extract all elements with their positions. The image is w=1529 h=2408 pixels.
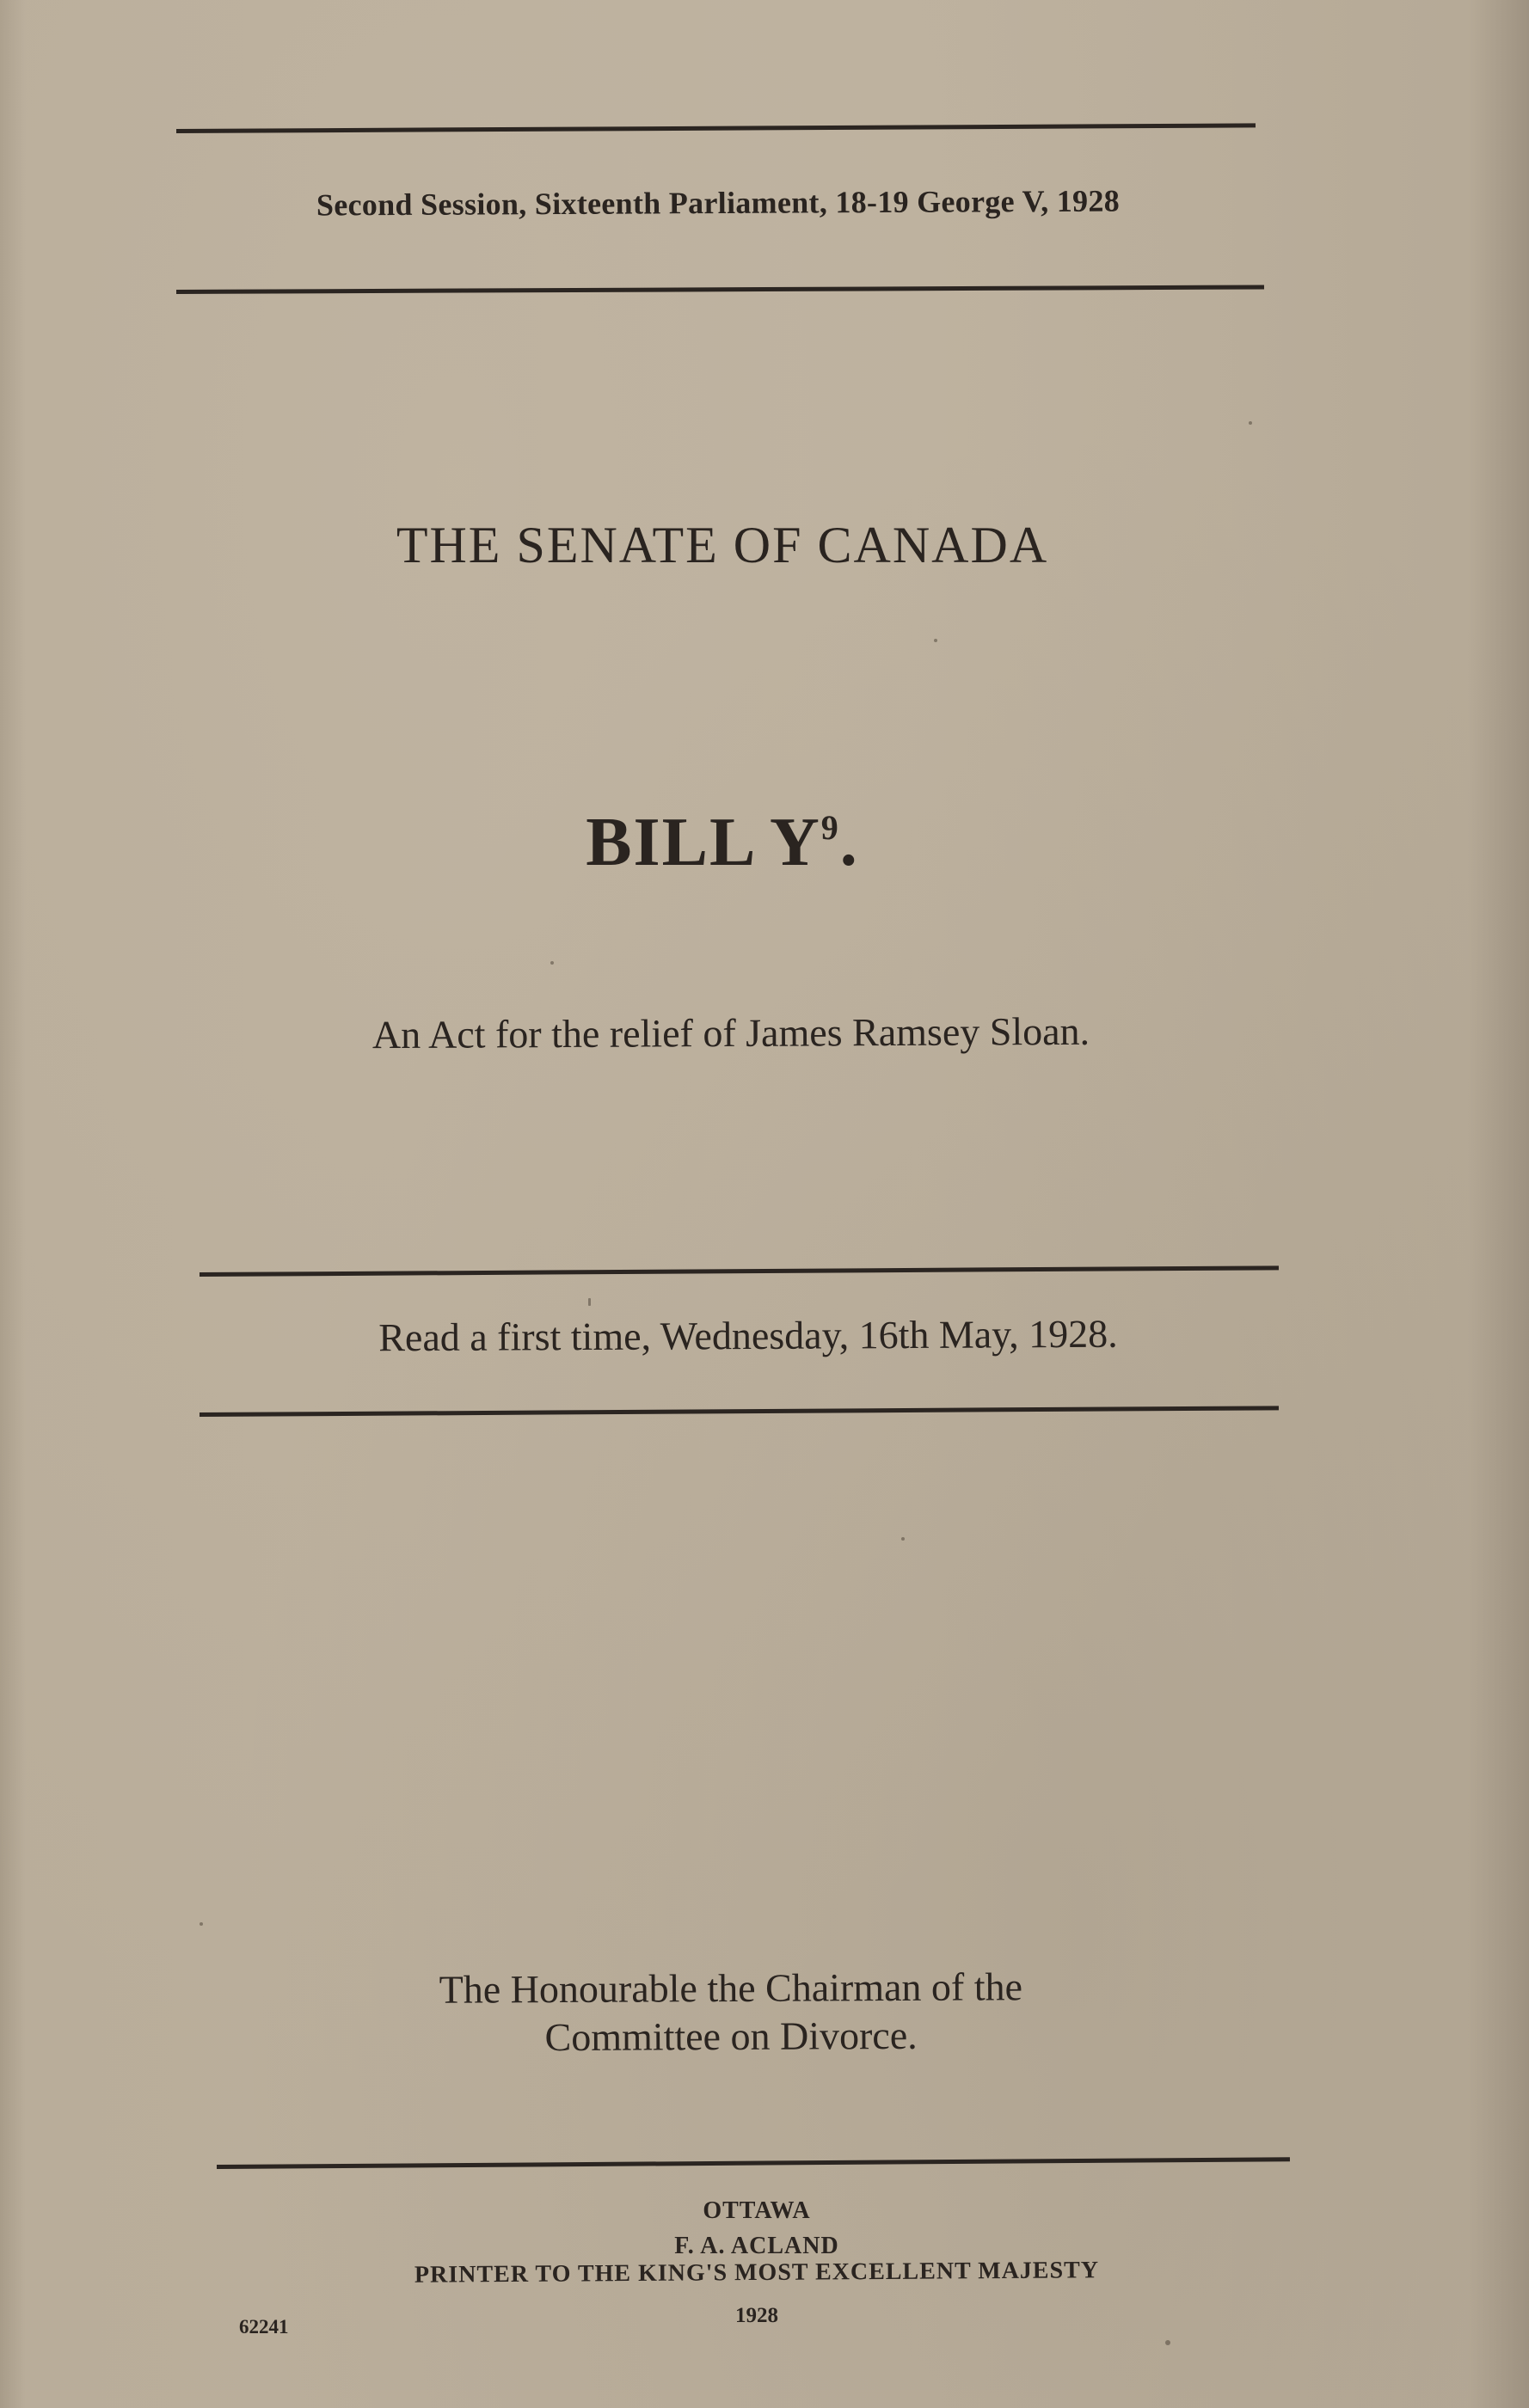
bill-number-superscript: 9 bbox=[820, 808, 840, 847]
top-rule bbox=[176, 123, 1256, 133]
job-number: 62241 bbox=[239, 2316, 289, 2338]
paper-speck bbox=[1249, 421, 1252, 425]
reading-bottom-rule bbox=[200, 1406, 1279, 1417]
paper-speck bbox=[588, 1298, 591, 1306]
reading-top-rule bbox=[200, 1265, 1279, 1277]
paper-speck bbox=[550, 961, 554, 965]
imprint-printer: F. A. ACLAND bbox=[674, 2233, 839, 2259]
imprint-year: 1928 bbox=[735, 2304, 778, 2327]
sponsor-line-1: The Honourable the Chairman of the bbox=[439, 1964, 1023, 2012]
paper-speck bbox=[901, 1537, 905, 1541]
sponsor-block bbox=[172, 1962, 1291, 2064]
imprint-printer-title: PRINTER TO THE KING'S MOST EXCELLENT MAJESTY bbox=[414, 2257, 1100, 2289]
bill-number-prefix: BILL Y bbox=[586, 805, 821, 880]
senate-title: THE SENATE OF CANADA bbox=[396, 517, 1049, 573]
paper-speck bbox=[1165, 2340, 1170, 2345]
bill-number-suffix: . bbox=[839, 805, 859, 880]
act-title: An Act for the relief of James Ramsey Sloan. bbox=[372, 1008, 1090, 1057]
sponsor-line-2: Committee on Divorce. bbox=[544, 2013, 918, 2060]
imprint-place: OTTAWA bbox=[703, 2197, 811, 2224]
paper-speck bbox=[934, 639, 937, 642]
paper-speck bbox=[200, 1922, 203, 1926]
imprint-rule bbox=[217, 2157, 1290, 2169]
bill-number bbox=[172, 804, 1273, 882]
first-reading-line: Read a first time, Wednesday, 16th May, 1928. bbox=[378, 1311, 1118, 1360]
session-line: Second Session, Sixteenth Parliament, 18-19 George V, 1928 bbox=[316, 183, 1121, 223]
header-bottom-rule bbox=[176, 285, 1264, 294]
